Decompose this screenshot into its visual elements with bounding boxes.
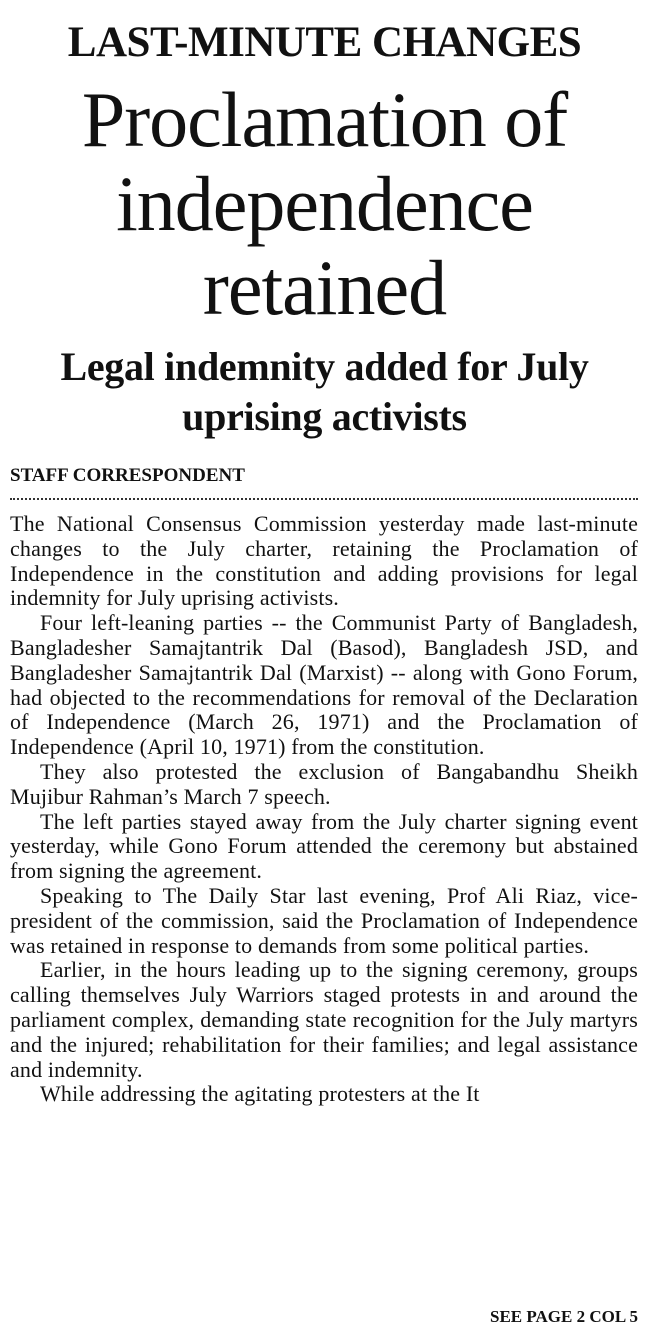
article-body xyxy=(10,512,638,1107)
article-paragraph: Four left-leaning parties -- the Communist Party of Bangladesh, Bangladesher Samajtantrik Dal (Basod), Bangladesh JSD, and Bangladesher Samajtantrik Dal (Marxist) -- along with Gono Forum, had objected to the recommendations for removal of the Declaration of Independence (March 26, 1971) and the Proclamation of Independence (April 10, 1971) from the constitution. xyxy=(10,610,638,760)
article-paragraph: The left parties stayed away from the July charter signing event yesterday, while Gono Forum attended the ceremony but abstained from signing the agreement. xyxy=(10,808,638,884)
subheadline: Legal indemnity added for July uprising activists xyxy=(60,344,589,439)
article-paragraph: Earlier, in the hours leading up to the signing ceremony, groups calling themselves July Warriors staged protests in and around the parliament complex, demanding state recognition for the July martyrs and the injured; rehabilitation for their families; and legal assistance and indemnity. xyxy=(10,957,638,1082)
article-paragraph: The National Consensus Commission yesterday made last-minute changes to the July charter, retaining the Proclamation of Independence in the constitution and adding provisions for legal indemnity for July uprising activists. xyxy=(10,511,638,611)
byline: STAFF CORRESPONDENT xyxy=(10,465,245,486)
article-paragraph: Speaking to The Daily Star last evening, Prof Ali Riaz, vice-president of the commission, said the Proclamation of Independence was retained in response to demands from some political parties. xyxy=(10,882,638,958)
article-paragraph: While addressing the agitating protesters at the It xyxy=(40,1081,480,1107)
dotted-divider xyxy=(10,498,638,500)
continued-on-link[interactable]: SEE PAGE 2 COL 5 xyxy=(490,1307,638,1326)
article-paragraph: They also protested the exclusion of Bangabandhu Sheikh Mujibur Rahman’s March 7 speech. xyxy=(10,758,638,809)
kicker: LAST-MINUTE CHANGES xyxy=(67,19,582,66)
headline: Proclamation of independence retained xyxy=(81,76,568,331)
